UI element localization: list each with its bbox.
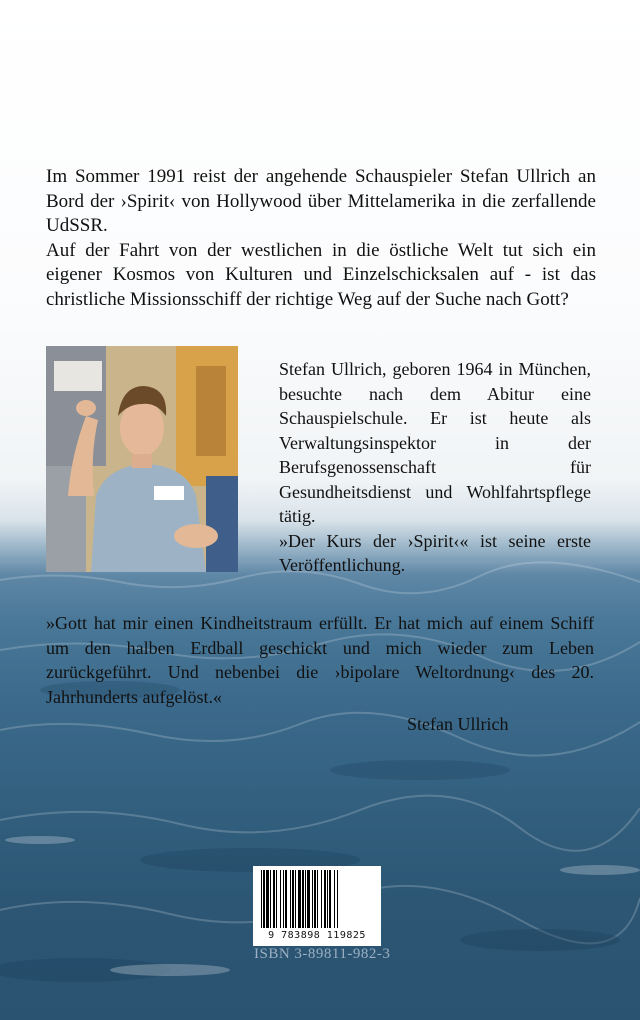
blurb-text [46, 165, 596, 312]
barcode-digits: 9 783898 119825 [268, 930, 366, 941]
barcode-bars [253, 866, 381, 930]
bio-paragraph-2: »Der Kurs der ›Spirit‹« ist seine erste Veröffentlichung. [279, 530, 591, 575]
author-quote: »Gott hat mir einen Kindheitstraum erfüllt. Er hat mich auf einem Schiff um den halben Erdball geschickt und mich wieder zum Leben zurückgeführt. Und nebenbei die ›bipolare Weltordnung‹ des 20. Jahrhunderts aufgelöst.« [46, 613, 594, 707]
isbn-barcode [253, 866, 381, 946]
quote-author: Stefan Ullrich [407, 714, 509, 734]
blurb-paragraph-1: Im Sommer 1991 reist der angehende Schauspieler Stefan Ullrich an Bord der ›Spirit‹ von Hollywood über Mittelamerika in die zerfallende UdSSR. [46, 166, 596, 236]
author-bio [279, 357, 591, 578]
blurb-paragraph-2: Auf der Fahrt von der westlichen in die östliche Welt tut sich ein eigener Kosmos von Kulturen und Einzelschicksalen auf - ist das christliche Missionsschiff der richtige Weg auf der Suche nach Gott? [46, 239, 596, 310]
isbn-number: ISBN 3-89811-982-3 [254, 946, 391, 962]
bio-paragraph-1: Stefan Ullrich, geboren 1964 in München, besuchte nach dem Abitur eine Schauspielschule. Er ist heute als Verwaltungsinspektor in der Berufsgenossenschaft für Gesundheitsdienst und Wohlfahrtspflege tätig. [279, 359, 591, 526]
author-photo [46, 346, 238, 572]
